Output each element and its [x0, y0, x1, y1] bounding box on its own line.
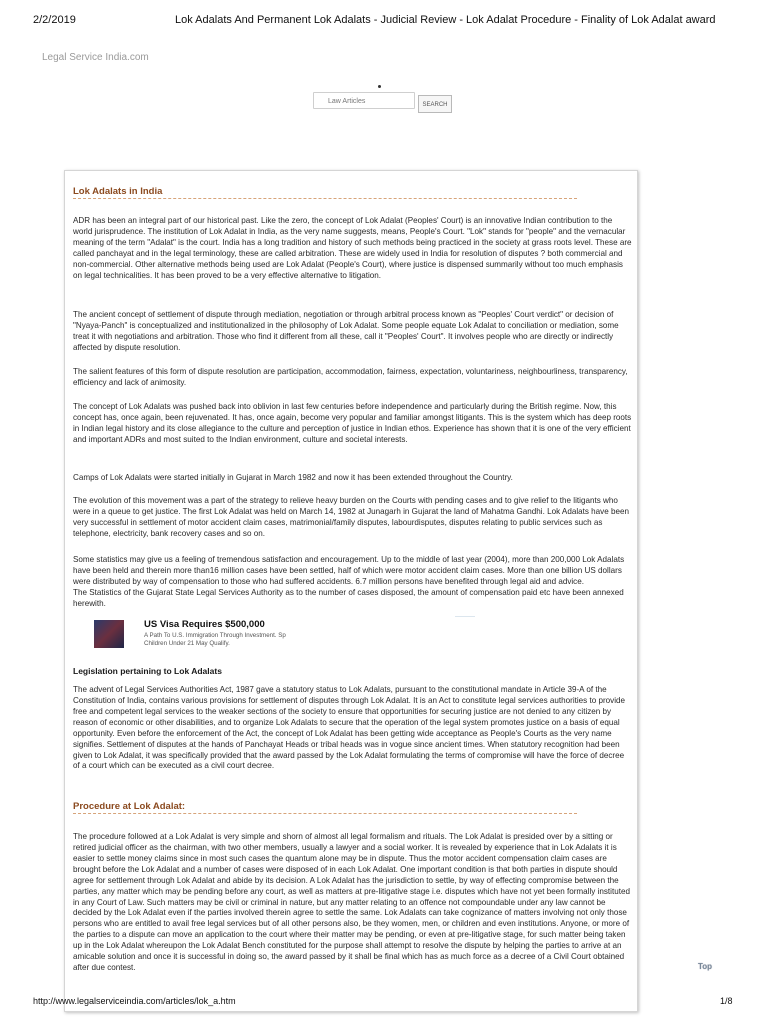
print-footer [0, 996, 768, 1010]
article-paragraph: The concept of Lok Adalats was pushed back into oblivion in last few centuries before independence and particularly during the British regime. Now, this concept has, once again, been rejuvenated. It has, once again, become very popular and familiar amongst litigants. This is the system which has deep roots in Indian legal history and its close allegiance to the culture and perception of justice in Indian ethos. Experience has shown that it is one of the very efficient and important ADRs and most suited to the Indian environment, culture and societal interests. [73, 402, 632, 444]
print-header [0, 14, 768, 30]
article-paragraph: ADR has been an integral part of our historical past. Like the zero, the concept of Lok Adalat (Peoples' Court) is an innovative Indian contribution to the world jurisprudence. The institution of Lok Adalat in India, as the very name suggests, means, People's Court. "Lok" stands for "people" and the vernacular meaning of the term "Adalat" is the court. India has a long tradition and history of such methods being practiced in the society at grass roots level. These are called panchayat and in the legal terminology, these are called arbitration. These are widely used in India for resolution of disputes ? both commercial and non-commercial. Other alternative methods being used are Lok Adalat (People's Court), where justice is dispensed summarily without too much emphasis on legal technicalities. It has been proved to be a very effective alternative to litigation. [73, 216, 632, 280]
page-number: 1/8 [720, 996, 733, 1006]
ad-description: Children Under 21 May Qualify. [144, 640, 230, 647]
section-heading-legislation: Legislation pertaining to Lok Adalats [73, 666, 222, 676]
ad-frame [455, 616, 475, 625]
decorative-dot [378, 85, 381, 88]
print-url: http://www.legalserviceindia.com/articles/lok_a.htm [33, 996, 236, 1006]
article-paragraph: The procedure followed at a Lok Adalat is very simple and shorn of almost all legal formalism and rituals. The Lok Adalat is presided over by a sitting or retired judicial officer as the chairman, with two other members, usually a lawyer and a social worker. It is revealed by experience that in Lok Adalats it is easier to settle money claims since in most such cases the quantum alone may be in dispute. Thus the motor accident compensation claim cases are brought before the Lok Adalat and a number of cases were disposed of in each Lok Adalat. One important condition is that both parties in dispute should agree for settlement through Lok Adalat and abide by its decision. A Lok Adalat has the jurisdiction to settle, by way of effecting compromise between the parties, any matter which may be pending before any court, as well as matters at pre-litigative stage i.e. disputes which have not yet been formally instituted in any Court of Law. Such matters may be civil or criminal in nature, but any matter relating to an offence not compoundable under any law cannot be decided by the Lok Adalat even if the parties involved therein agree to settle the same. Lok Adalats can take cognizance of matters involving not only those persons who are entitled to avail free legal services but of all other persons also, be they women, men, or children and even institutions. Anyone, or more of the parties to a dispute can move an application to the court where their matter may be pending, or even at pre-litigative stage, for such matter being taken up in the Lok Adalat whereupon the Lok Adalat Bench constituted for the purpose shall attempt to resolve the dispute by helping the parties to arrive at an amicable solution and once it is successful in doing so, the award passed by it shall be final which has as much force as a decree of a Civil Court obtained after due contest. [73, 832, 630, 972]
article-paragraph: The advent of Legal Services Authorities Act, 1987 gave a statutory status to Lok Adalats, pursuant to the constitutional mandate in Article 39-A of the Constitution of India, contains various provisions for settlement of disputes through Lok Adalat. It is an Act to constitute legal services authorities to provide free and competent legal services to the weaker sections of the society to ensure that opportunities for securing justice are not denied to any citizen by reason of economic or other disabilities, and to organize Lok Adalats to secure that the operation of the legal system promotes justice on a basis of equal opportunity. Even before the enforcement of the Act, the concept of Lok Adalat has been getting wide acceptance as People's Courts as the very name signifies. Settlement of disputes at the hands of Panchayat Heads or tribal heads was in vogue since ancient times. When statutory recognition had been given to Lok Adalat, it was specifically provided that the award passed by the Lok Adalat formulating the terms of compromise will have the force of decree of a court which can be executed as a civil court decree. [73, 685, 626, 771]
back-to-top-link[interactable]: Top [698, 962, 713, 971]
ad-image[interactable] [94, 620, 124, 648]
search-input[interactable]: Law Articles [313, 92, 415, 109]
article-paragraph: The evolution of this movement was a part of the strategy to relieve heavy burden on the Courts with pending cases and to give relief to the litigants who were in a queue to get justice. The first Lok Adalat was held on March 14, 1982 at Junagarh in Gujarat the land of Mahatma Gandhi. Lok Adalats have been very successful in settlement of motor accident claim cases, matrimonial/family disputes, labourdisputes, disputes relating to public services such as telephone, electricity, bank recovery cases and so on. [73, 496, 629, 538]
section-heading-procedure: Procedure at Lok Adalat: [73, 801, 577, 814]
article-paragraph: The ancient concept of settlement of dispute through mediation, negotiation or through arbitral process known as "Peoples' Court verdict" or decision of "Nyaya-Panch" is conceptualized and institutionalized in the philosophy of Lok Adalat. Some people equate Lok Adalat to conciliation or mediation, some treat it with negotiations and arbitration. Those who find it different from all these, call it "Peoples' Court". It involves people who are directly or indirectly affected by dispute resolution. [73, 310, 619, 352]
article-paragraph: Some statistics may give us a feeling of tremendous satisfaction and encouragement. Up to the middle of last year (2004), more than 200,000 Lok Adalats have been held and therein more than16 million cases have been settled, half of which were motor accident claim cases. More than one billion US dollars were distributed by way of compensation to those who had suffered accidents. 6.7 million persons have benefited through legal aid and advice. The Statistics of the Gujarat State Legal Services Authority as to the number of cases disposed, the amount of compensation paid etc have been annexed herewith. [73, 555, 625, 608]
print-date: 2/2/2019 [33, 14, 76, 26]
search-button[interactable]: SEARCH [418, 95, 452, 113]
print-page-title: Lok Adalats And Permanent Lok Adalats - Judicial Review - Lok Adalat Procedure - Finality of Lok Adalat award [175, 14, 716, 26]
article-paragraph: Camps of Lok Adalats were started initially in Gujarat in March 1982 and now it has been extended throughout the Country. [73, 473, 513, 483]
section-heading-lok-adalats: Lok Adalats in India [73, 186, 577, 199]
article-paragraph: The salient features of this form of dispute resolution are participation, accommodation, fairness, expectation, voluntariness, neighbourliness, transparency, efficiency and lack of animosity. [73, 367, 628, 387]
site-logo-text[interactable]: Legal Service India.com [42, 52, 149, 63]
ad-title[interactable]: US Visa Requires $500,000 [144, 619, 265, 630]
ad-description: A Path To U.S. Immigration Through Investment. Sp [144, 632, 286, 639]
advertisement[interactable] [94, 618, 304, 658]
